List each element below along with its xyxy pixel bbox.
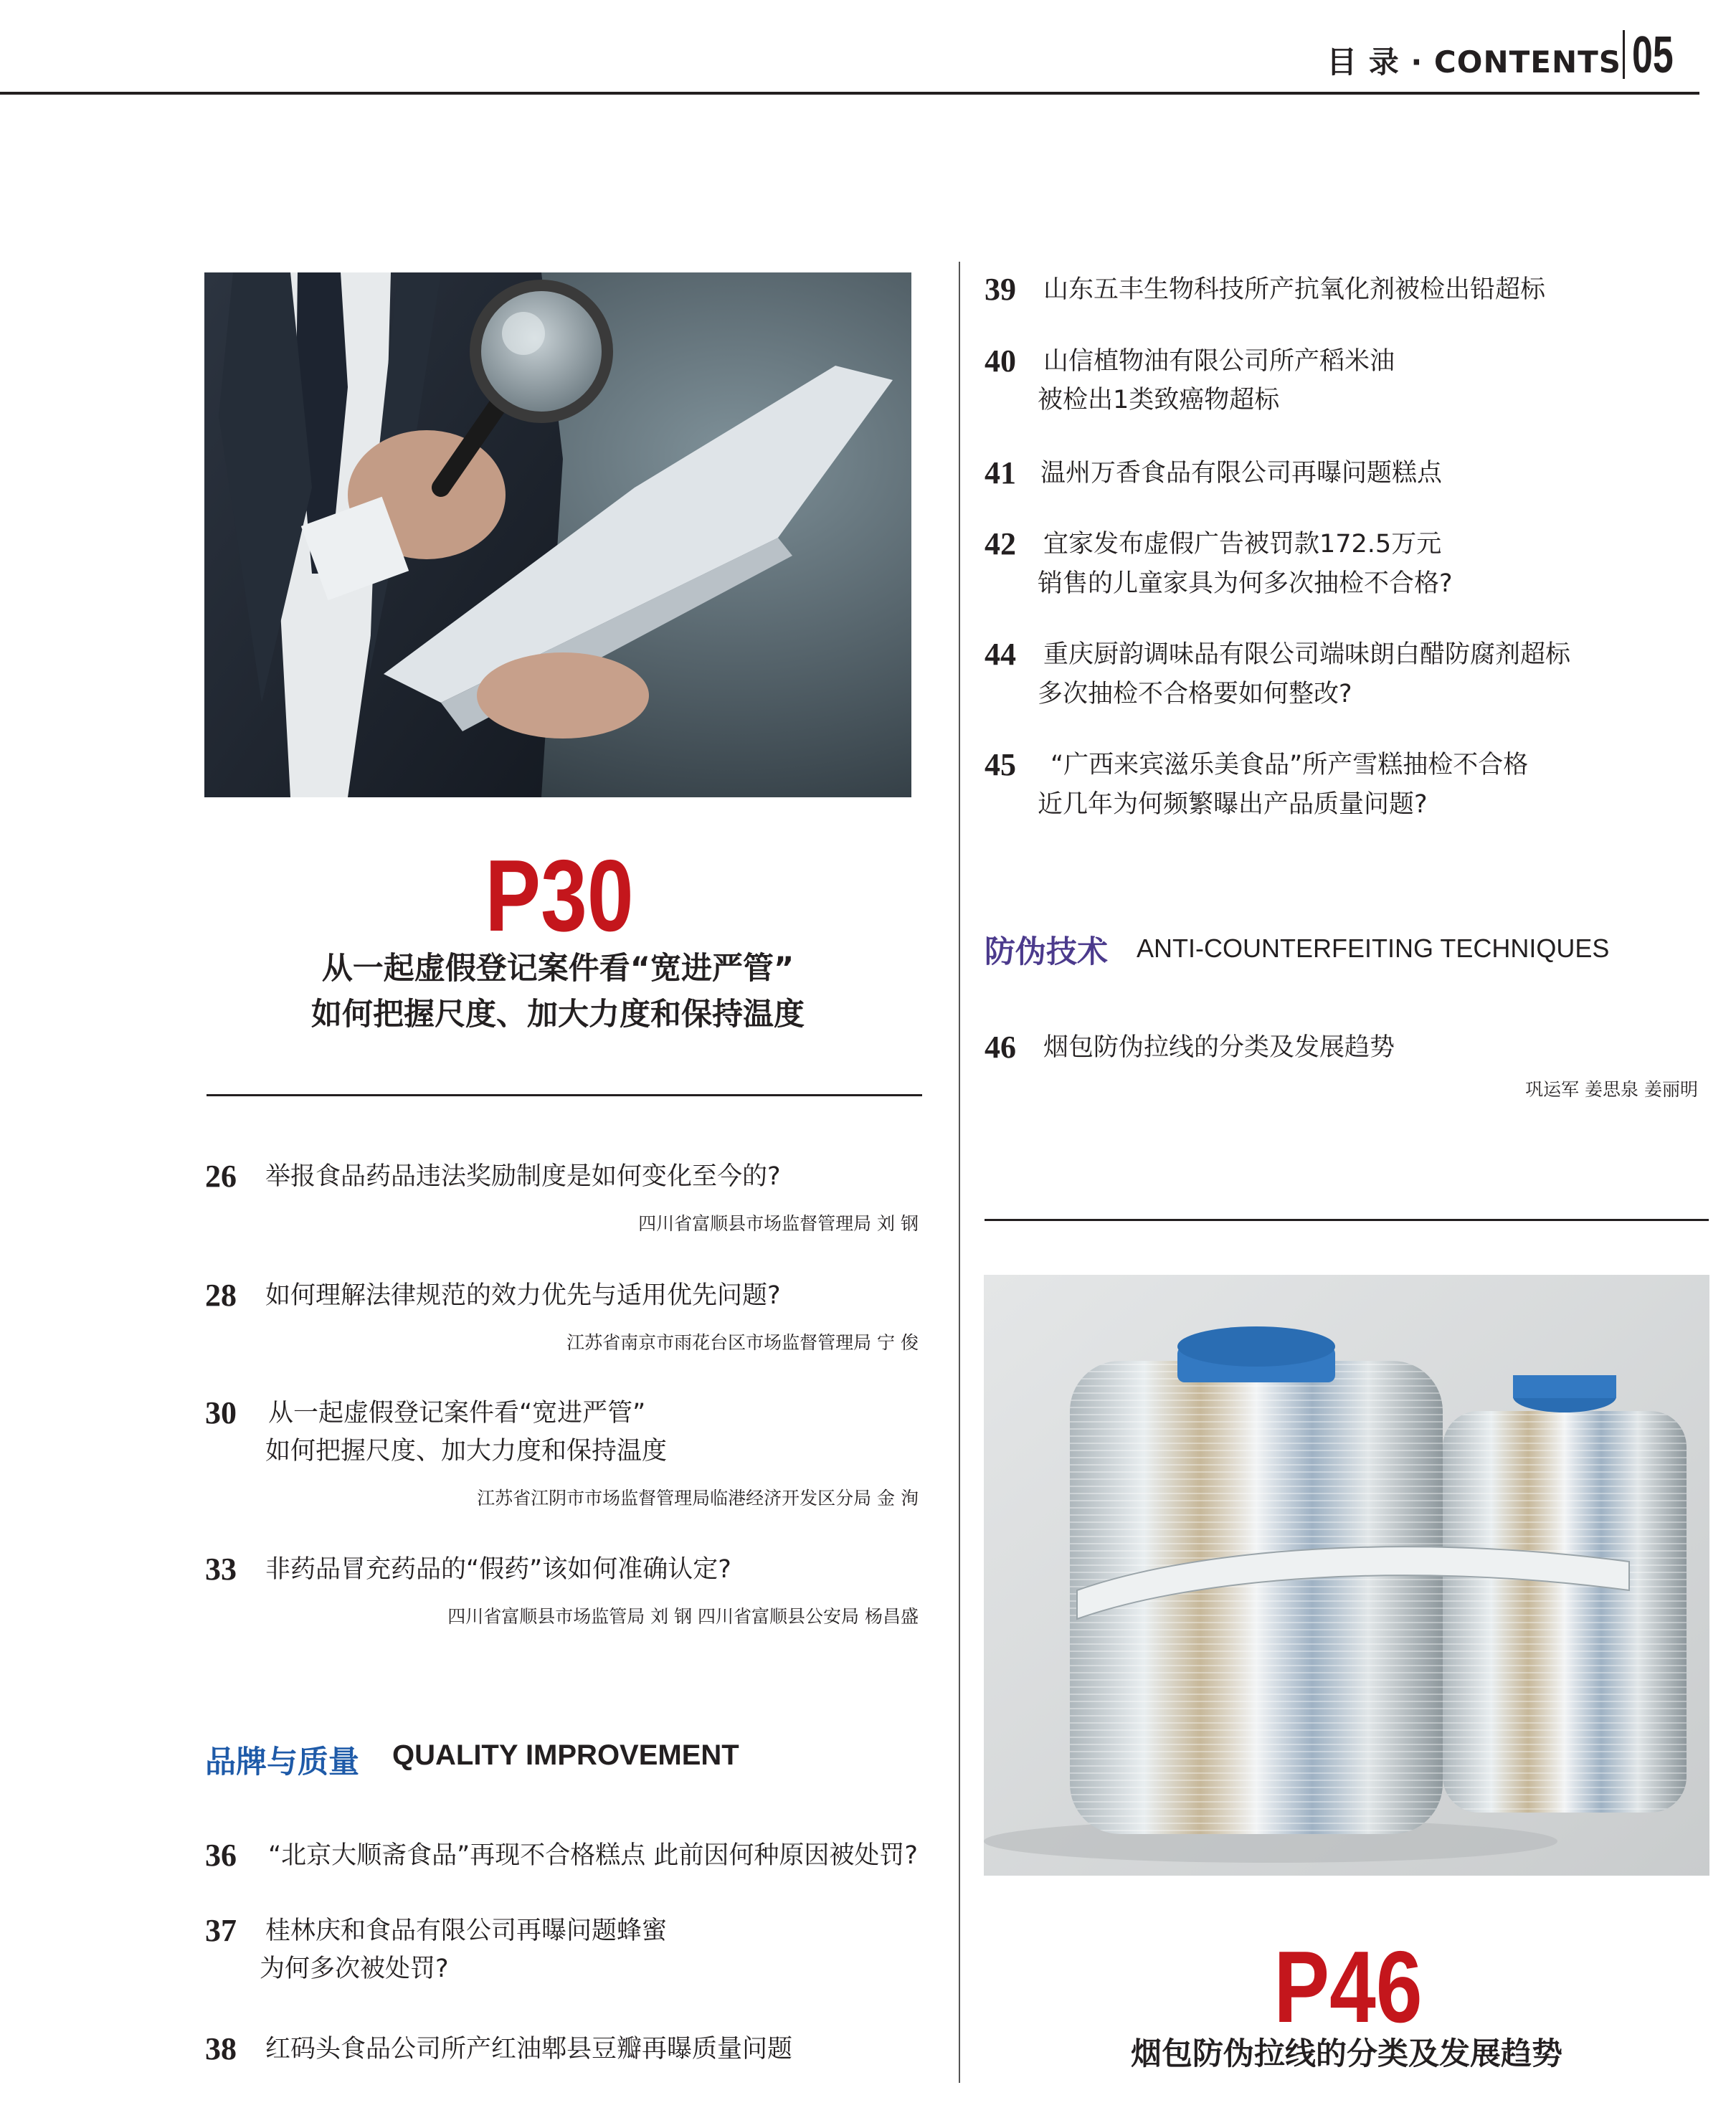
feature-page-p30: P30 (485, 839, 634, 953)
toc-title[interactable]: 山东五丰生物科技所产抗氧化剂被检出铅超标 (1043, 275, 1546, 304)
toc-author: 巩运军 姜思泉 姜丽明 (1525, 1079, 1698, 1100)
feature-title: 烟包防伪拉线的分类及发展趋势 (1131, 2036, 1562, 2072)
toc-number: 38 (205, 2031, 237, 2066)
toc-number: 28 (205, 1278, 237, 1313)
toc-title-line2[interactable]: 销售的儿童家具为何多次抽检不合格? (1038, 569, 1453, 598)
toc-title[interactable]: 从一起虚假登记案件看“宽进严管” (268, 1399, 646, 1428)
section-title-anti-en: ANTI-COUNTERFEITING TECHNIQUES (1137, 934, 1610, 963)
toc-title[interactable]: 烟包防伪拉线的分类及发展趋势 (1043, 1033, 1395, 1062)
toc-number: 45 (985, 747, 1016, 782)
feature-title-line2: 如何把握尺度、加大力度和保持温度 (311, 997, 805, 1032)
toc-number: 41 (985, 455, 1016, 490)
page-number: 05 (1632, 27, 1674, 84)
toc-number: 26 (205, 1159, 237, 1194)
toc-title[interactable]: 如何理解法律规范的效力优先与适用优先问题? (265, 1281, 781, 1310)
toc-title[interactable]: 宜家发布虚假广告被罚款172.5万元 (1043, 530, 1442, 559)
section-rule (985, 1219, 1709, 1221)
toc-author: 江苏省南京市雨花台区市场监督管理局 宁 俊 (566, 1332, 919, 1353)
toc-number: 39 (985, 272, 1016, 307)
toc-title-line2[interactable]: 被检出1类致癌物超标 (1038, 386, 1280, 414)
toc-title-line2[interactable]: 为何多次被处罚? (260, 1955, 449, 1983)
toc-title-line2[interactable]: 如何把握尺度、加大力度和保持温度 (265, 1437, 668, 1466)
toc-title[interactable]: 山信植物油有限公司所产稻米油 (1043, 347, 1395, 376)
toc-number: 37 (205, 1913, 237, 1948)
section-title-quality-en: QUALITY IMPROVEMENT (392, 1739, 739, 1771)
magnifier-photo (204, 272, 911, 797)
toc-title[interactable]: “广西来宾滋乐美食品”所产雪糕抽检不合格 (1050, 751, 1529, 779)
toc-title[interactable]: 红码头食品公司所产红油郫县豆瓣再曝质量问题 (265, 2035, 793, 2064)
toc-title[interactable]: “北京大顺斋食品”再现不合格糕点 此前因何种原因被处罚? (268, 1841, 918, 1870)
toc-number: 33 (205, 1552, 237, 1587)
toc-title[interactable]: 桂林庆和食品有限公司再曝问题蜂蜜 (265, 1917, 668, 1945)
toc-title-line2[interactable]: 多次抽检不合格要如何整改? (1038, 680, 1352, 708)
toc-author: 江苏省江阴市市场监督管理局临港经济开发区分局 金 洵 (477, 1488, 919, 1509)
header-title: 目 录 · CONTENTS (1327, 44, 1621, 80)
section-title-anti-cn: 防伪技术 (985, 934, 1108, 970)
section-rule (207, 1094, 922, 1096)
toc-title-line2[interactable]: 近几年为何频繁曝出产品质量问题? (1038, 790, 1428, 819)
toc-title[interactable]: 温州万香食品有限公司再曝问题糕点 (1040, 459, 1443, 488)
toc-title[interactable]: 举报食品药品违法奖励制度是如何变化至今的? (265, 1162, 781, 1191)
toc-title[interactable]: 重庆厨韵调味品有限公司端味朗白醋防腐剂超标 (1043, 640, 1571, 669)
toc-number: 42 (985, 526, 1016, 561)
feature-title-line1: 从一起虚假登记案件看“宽进严管” (321, 951, 795, 987)
toc-author: 四川省富顺县市场监督管理局 刘 钢 (638, 1213, 919, 1234)
toc-number: 36 (205, 1838, 237, 1873)
header-separator (1623, 30, 1625, 79)
tear-tape-photo (984, 1275, 1709, 1876)
feature-page-p46: P46 (1273, 1930, 1423, 2044)
column-divider (959, 262, 960, 2083)
toc-title[interactable]: 非药品冒充药品的“假药”该如何准确认定? (265, 1555, 731, 1584)
toc-number: 40 (985, 343, 1016, 379)
header-rule (0, 92, 1699, 95)
toc-author: 四川省富顺县市场监管局 刘 钢 四川省富顺县公安局 杨昌盛 (447, 1606, 919, 1627)
toc-number: 30 (205, 1395, 237, 1430)
toc-number: 44 (985, 637, 1016, 672)
toc-number: 46 (985, 1030, 1016, 1065)
section-title-quality-cn: 品牌与质量 (205, 1744, 359, 1780)
